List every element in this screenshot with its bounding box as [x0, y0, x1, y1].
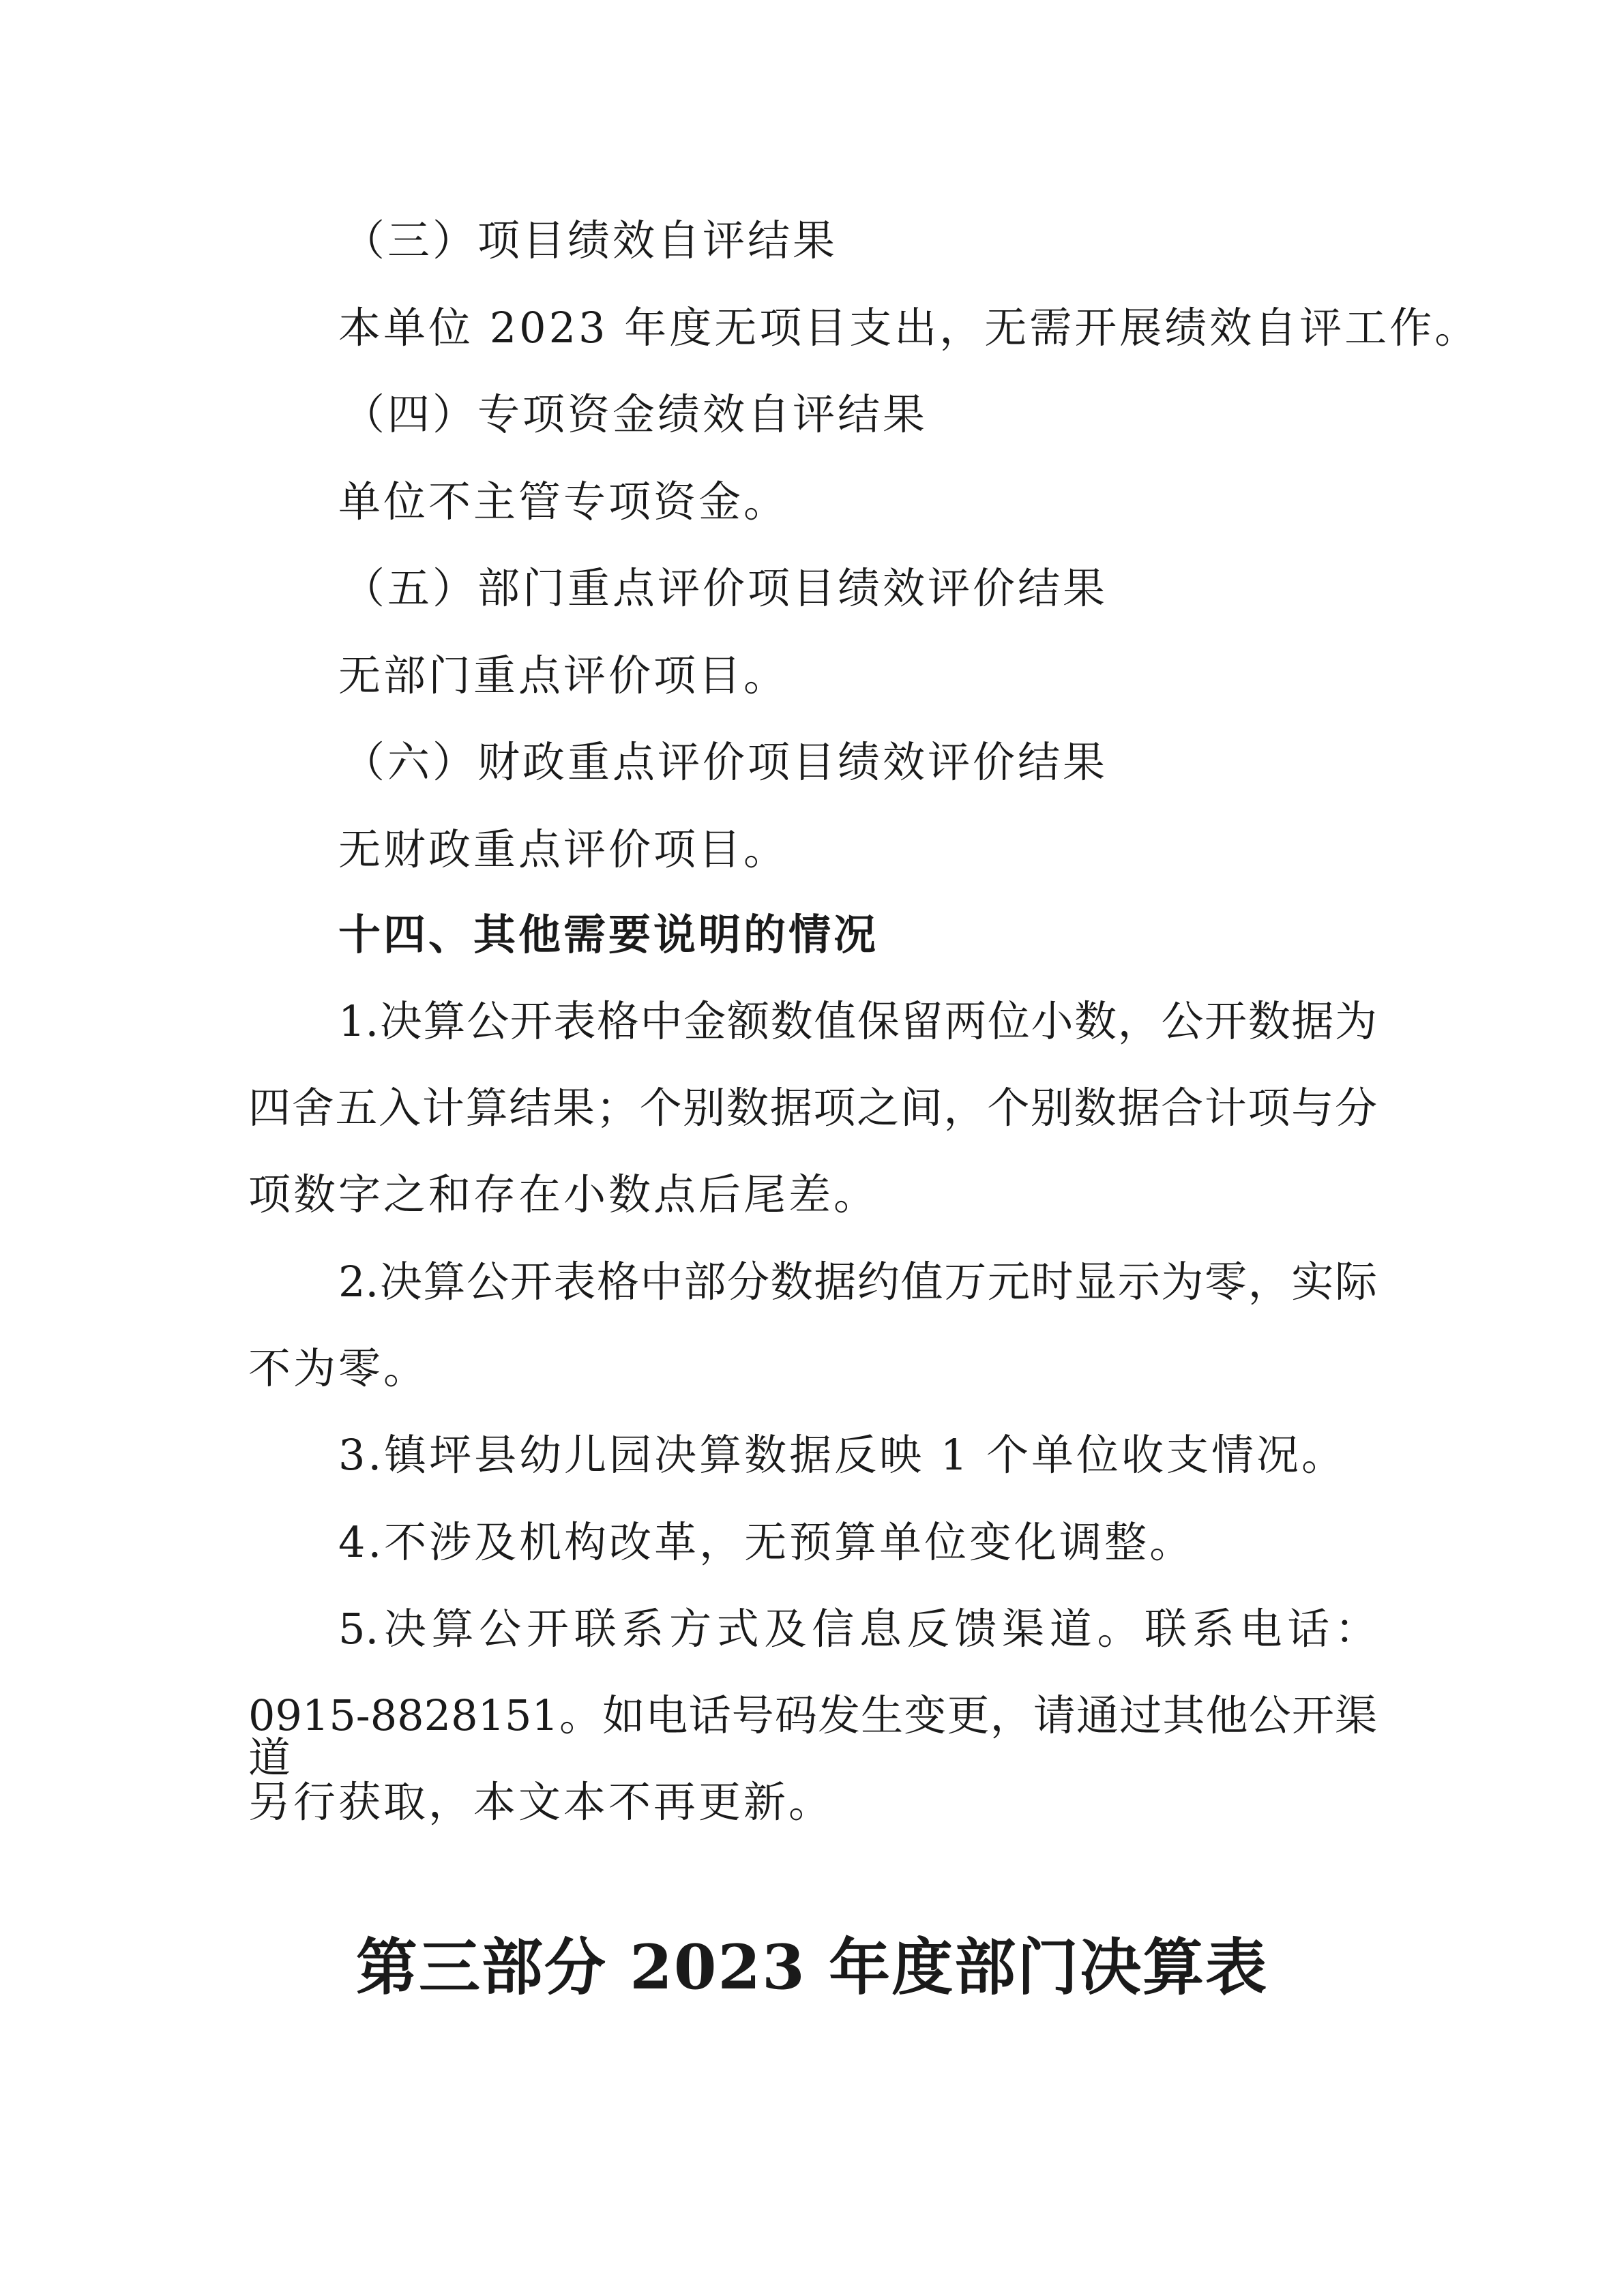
note-5-line-3: 另行获取，本文本不再更新。 — [248, 1777, 834, 1827]
note-1-line-3: 项数字之和存在小数点后尾差。 — [248, 1169, 879, 1219]
note-5-line-1: 5.决算公开联系方式及信息反馈渠道。联系电话： — [338, 1604, 1377, 1654]
other-notes-heading: 十四、其他需要说明的情况 — [338, 910, 879, 959]
note-4: 4.不涉及机构改革，无预算单位变化调整。 — [338, 1517, 1195, 1567]
section-5-heading: （五）部门重点评价项目绩效评价结果 — [342, 563, 1108, 613]
note-1-line-1: 1.决算公开表格中金额数值保留两位小数，公开数据为 — [338, 996, 1377, 1046]
note-3: 3.镇坪县幼儿园决算数据反映 1 个单位收支情况。 — [338, 1430, 1347, 1480]
section-5-body: 无部门重点评价项目。 — [338, 651, 789, 700]
section-6-body: 无财政重点评价项目。 — [338, 824, 789, 874]
section-3-heading: （三）项目绩效自评结果 — [342, 215, 838, 265]
part-three-title: 第三部分 2023 年度部门决算表 — [355, 1931, 1269, 2003]
section-4-heading: （四）专项资金绩效自评结果 — [342, 389, 928, 439]
section-4-body: 单位不主管专项资金。 — [338, 477, 789, 526]
note-2-line-1: 2.决算公开表格中部分数据约值万元时显示为零，实际 — [338, 1257, 1377, 1307]
note-1-line-2: 四舍五入计算结果；个别数据项之间，个别数据合计项与分 — [248, 1083, 1377, 1133]
section-6-heading: （六）财政重点评价项目绩效评价结果 — [342, 737, 1108, 787]
note-2-line-2: 不为零。 — [248, 1343, 429, 1393]
section-3-body: 本单位 2023 年度无项目支出，无需开展绩效自评工作。 — [338, 303, 1480, 353]
note-5-line-2: 0915-8828151。如电话号码发生变更，请通过其他公开渠道 — [248, 1690, 1377, 1783]
